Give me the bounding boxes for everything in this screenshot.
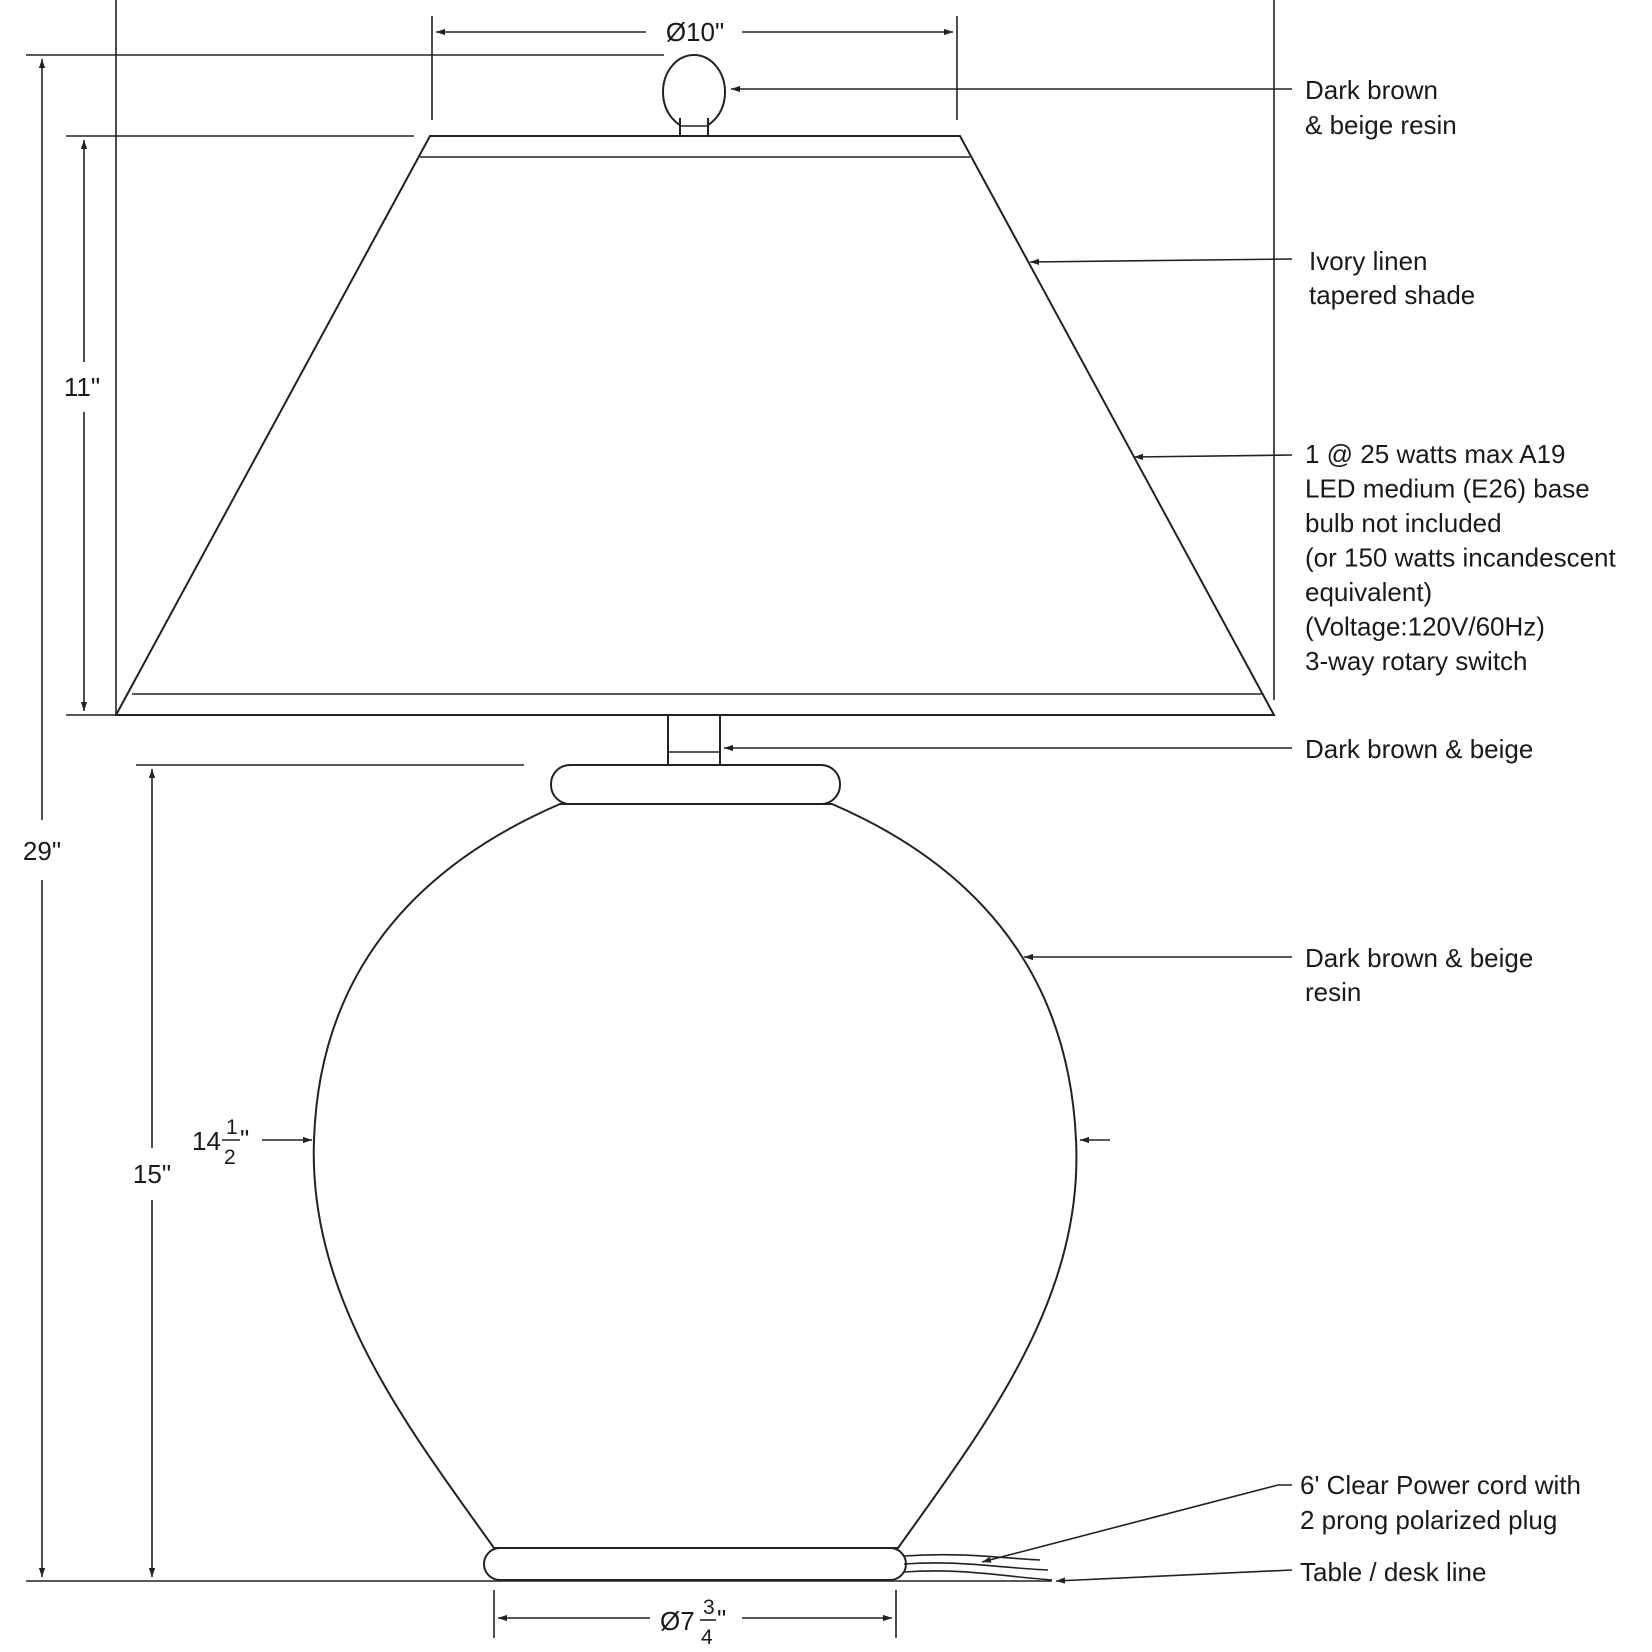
lamp-neck [668, 715, 720, 765]
leader-shade [1030, 259, 1292, 262]
body-width-frac-den: 2 [224, 1146, 236, 1169]
leader-cord [982, 1485, 1292, 1562]
finial-stem [680, 118, 708, 136]
leader-table [1056, 1570, 1292, 1581]
foot-diameter-frac-den: 4 [701, 1626, 713, 1649]
lamp-outline [116, 55, 1274, 1580]
lamp-foot [484, 1548, 906, 1580]
callout-body: Dark brown & beige resin [1305, 943, 1534, 1007]
callout-cord: 6' Clear Power cord with 2 prong polarized plug [1300, 1470, 1581, 1535]
foot-diameter-unit: " [717, 1604, 727, 1634]
callout-table: Table / desk line [1300, 1557, 1487, 1587]
foot-diameter-whole: Ø7 [660, 1606, 695, 1636]
lamp-collar [551, 765, 840, 804]
leader-bulb [1134, 455, 1292, 457]
lamp-shade [116, 136, 1274, 715]
shade-diameter-label: Ø10" [665, 17, 725, 47]
foot-diameter-label [660, 1596, 726, 1649]
body-width-frac-num: 1 [226, 1116, 238, 1139]
power-cord [904, 1555, 1040, 1560]
overall-height-label: 29" [22, 836, 62, 866]
callout-bulb: 1 @ 25 watts max A19 LED medium (E26) base bulb not included (or 150 watts incandescent equivalent) (Voltage:120V/60Hz) 3-way rotary switch [1305, 439, 1616, 676]
callout-shade: Ivory linen tapered shade [1309, 246, 1476, 310]
body-width-label [192, 1116, 249, 1169]
finial-ball [663, 55, 725, 129]
power-cord-strand [904, 1563, 1048, 1570]
lamp-body [314, 804, 1077, 1548]
shade-height-label: 11" [63, 372, 101, 402]
callout-finial: Dark brown & beige resin [1305, 75, 1457, 140]
body-width-unit: " [240, 1124, 250, 1154]
power-cord-strand [904, 1571, 1052, 1580]
base-height-label: 15" [132, 1159, 172, 1189]
foot-diameter-frac-num: 3 [703, 1596, 715, 1619]
callout-neck: Dark brown & beige [1305, 734, 1534, 764]
body-width-whole: 14 [192, 1126, 221, 1156]
